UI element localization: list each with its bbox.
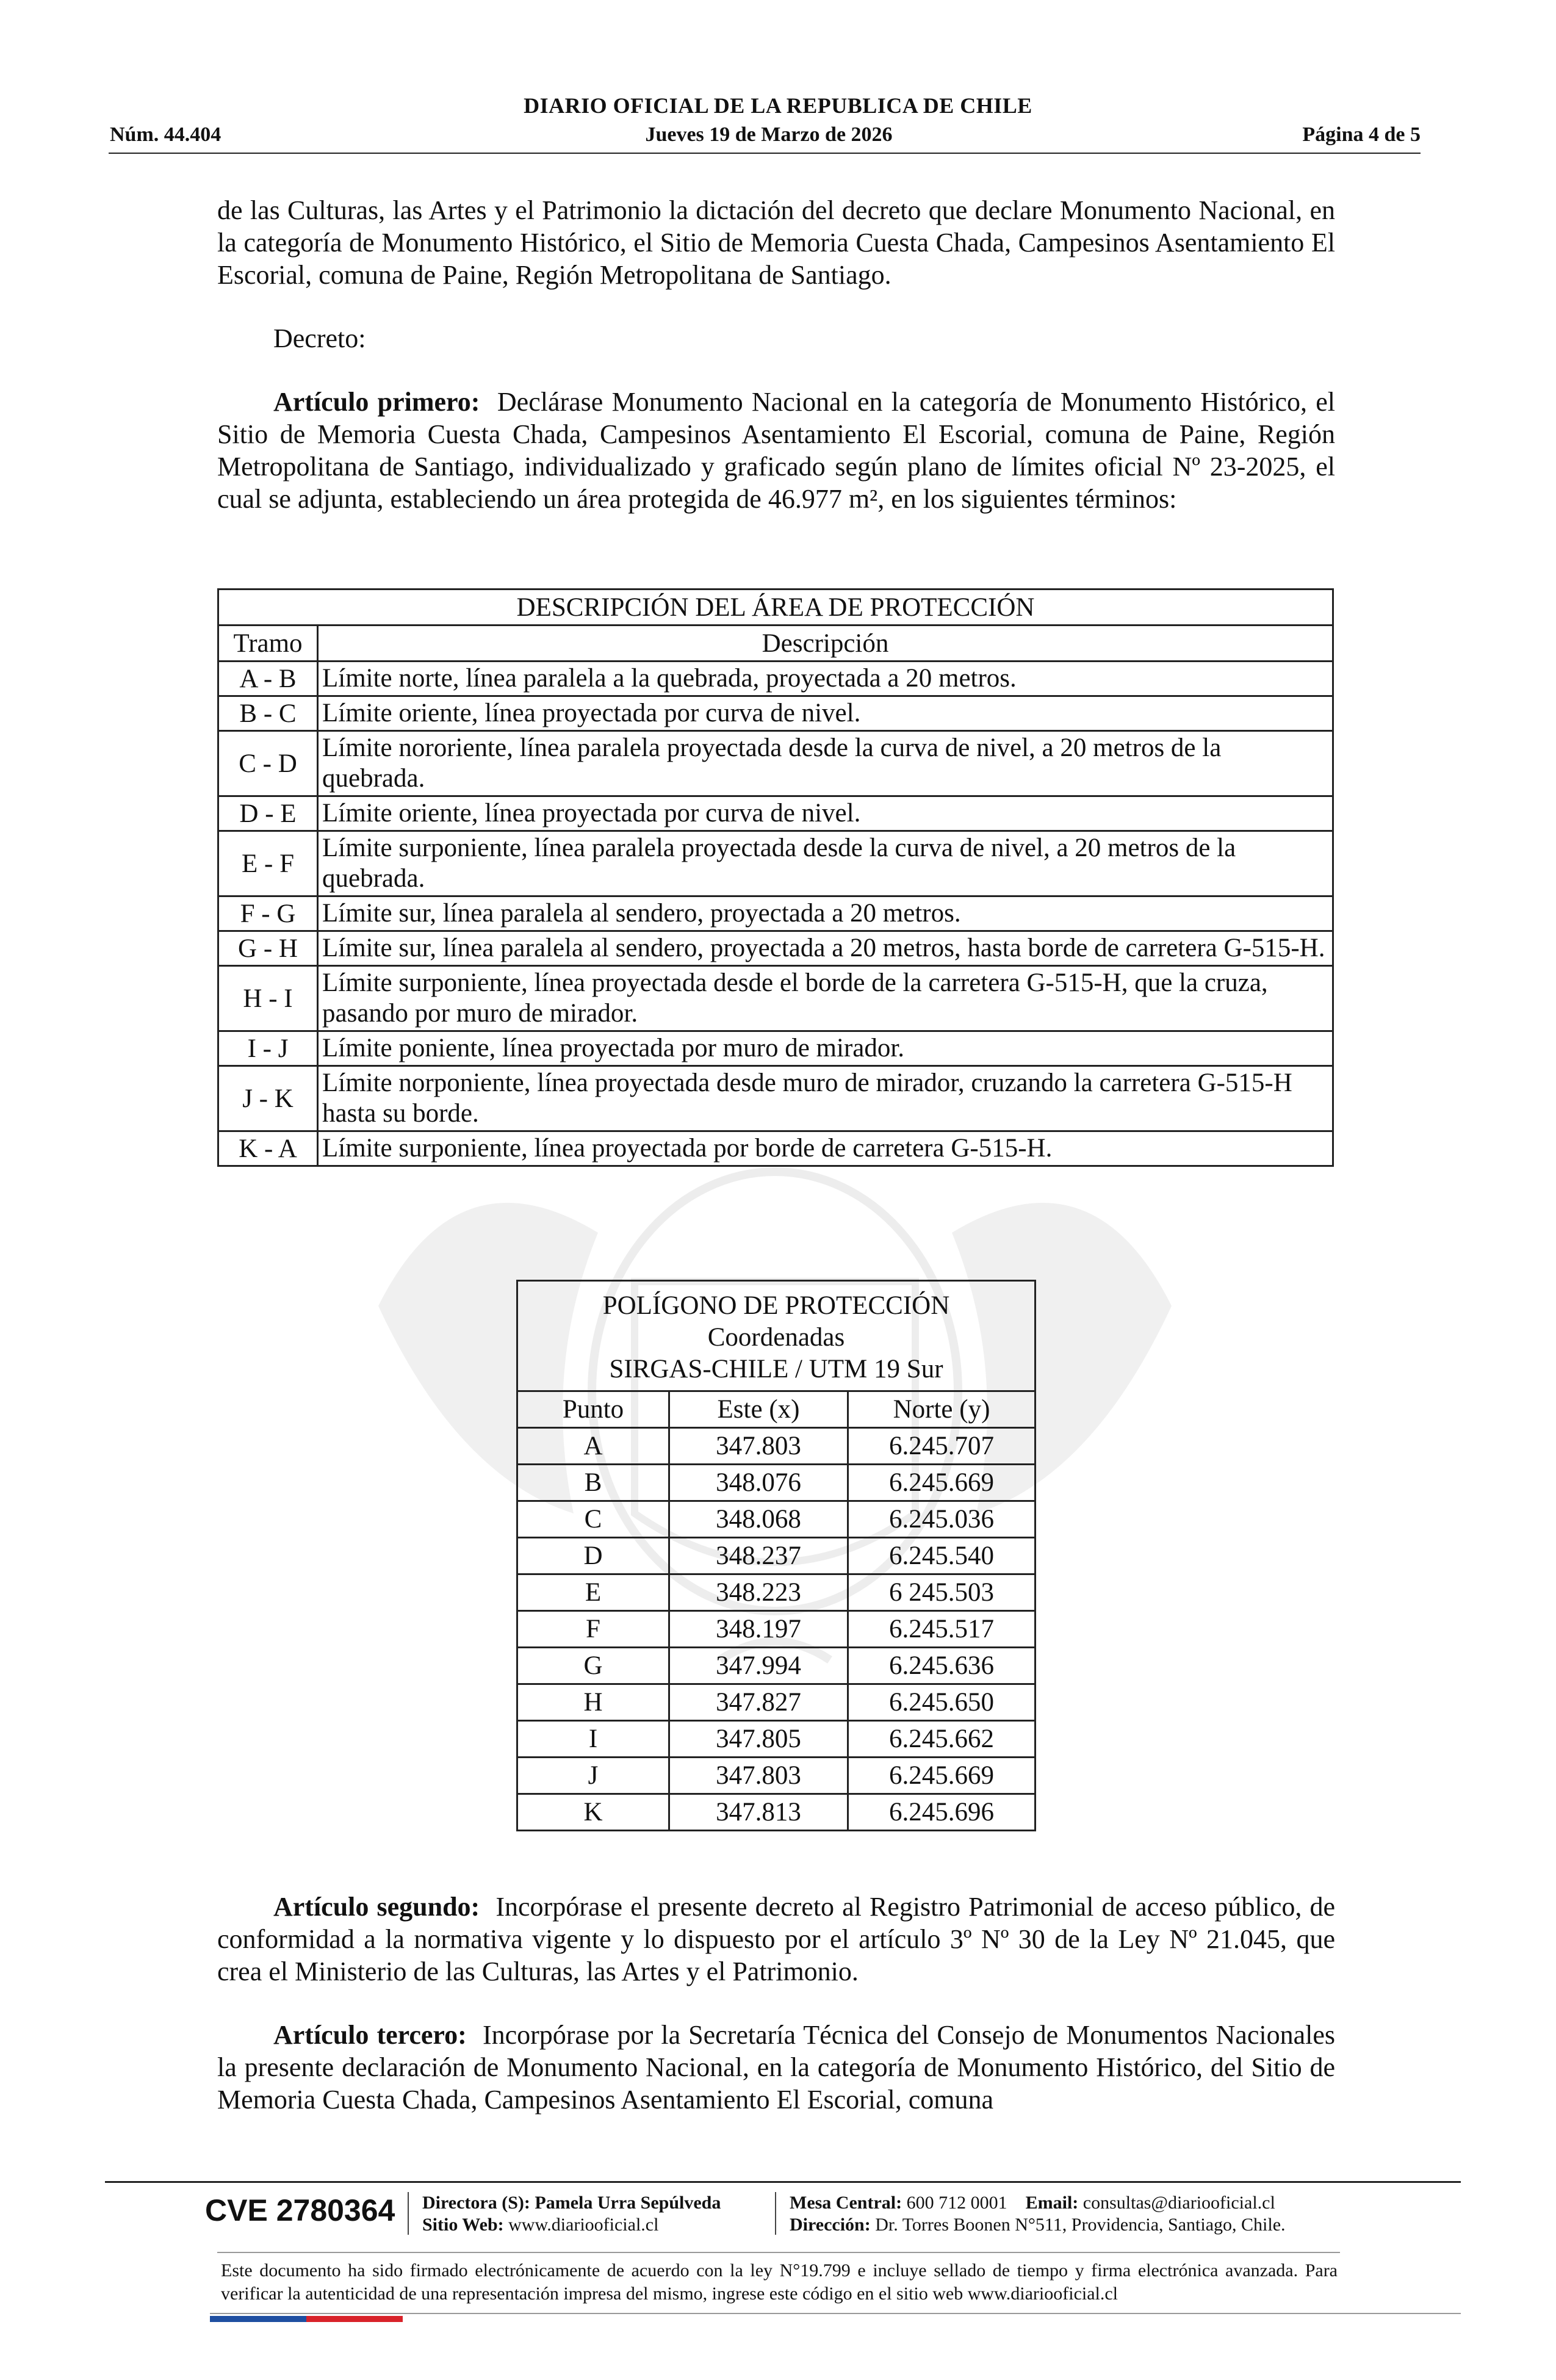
punto-cell: B bbox=[517, 1465, 669, 1501]
description-cell: Límite surponiente, línea paralela proyectada desde la curva de nivel, a 20 metros de la quebrada. bbox=[318, 831, 1333, 896]
article-3-text: Incorpórase por la Secretaría Técnica del Consejo de Monumentos Nacionales la presente declaración de Monumento Nacional, en la categoría de Monumento Histórico, del Sitio de Memoria Cuesta Chada, Campesinos Asentamiento El Escorial, comuna bbox=[217, 2020, 1335, 2115]
este-cell: 347.813 bbox=[669, 1794, 848, 1831]
article-1-label: Artículo primero: bbox=[273, 387, 480, 417]
description-cell: Límite surponiente, línea proyectada por borde de carretera G-515-H. bbox=[318, 1131, 1333, 1166]
coordinate-row bbox=[517, 1684, 1036, 1721]
area-table-row bbox=[218, 1031, 1333, 1066]
tramo-cell: C - D bbox=[218, 731, 318, 796]
email-link[interactable]: consultas@diariooficial.cl bbox=[1082, 2193, 1275, 2213]
coordinate-row bbox=[517, 1501, 1036, 1538]
norte-cell: 6.245.636 bbox=[848, 1648, 1036, 1684]
decreto-label: Decreto: bbox=[273, 323, 366, 353]
norte-cell: 6.245.696 bbox=[848, 1794, 1036, 1831]
description-cell: Límite surponiente, línea proyectada desde el borde de la carretera G-515-H, que la cruza, pasando por muro de mirador. bbox=[318, 966, 1333, 1031]
article-2-paragraph bbox=[217, 1891, 1335, 1988]
coordinate-row bbox=[517, 1428, 1036, 1465]
col-header-descripcion: Descripción bbox=[318, 626, 1333, 662]
coordinate-row bbox=[517, 1574, 1036, 1611]
area-table-row bbox=[218, 896, 1333, 931]
norte-cell: 6.245.540 bbox=[848, 1538, 1036, 1574]
area-table-row bbox=[218, 931, 1333, 966]
punto-cell: I bbox=[517, 1721, 669, 1758]
article-1-text: Declárase Monumento Nacional en la categoría de Monumento Histórico, el Sitio de Memoria Cuesta Chada, Campesinos Asentamiento El Escorial, comuna de Paine, Región Metropolitana de Santiago, individualizado y graficado según plano de límites oficial Nº 23-2025, el cual se adjunta, estableciendo un área protegida de 46.977 m², en los siguientes términos: bbox=[217, 387, 1335, 514]
punto-cell: G bbox=[517, 1648, 669, 1684]
article-2-text: Incorpórase el presente decreto al Registro Patrimonial de acceso público, de conformidad a la normativa vigente y lo dispuesto por el artículo 3º Nº 30 de la Ley Nº 21.045, que crea el Ministerio de las Culturas, las Artes y el Patrimonio. bbox=[217, 1892, 1336, 1986]
este-cell: 348.068 bbox=[669, 1501, 848, 1538]
mesa-label: Mesa Central: bbox=[790, 2193, 902, 2213]
col-header-punto: Punto bbox=[517, 1391, 669, 1428]
punto-cell: F bbox=[517, 1611, 669, 1648]
col-header-norte: Norte (y) bbox=[848, 1391, 1036, 1428]
col-header-este: Este (x) bbox=[669, 1391, 848, 1428]
este-cell: 348.223 bbox=[669, 1574, 848, 1611]
este-cell: 348.237 bbox=[669, 1538, 848, 1574]
col-header-tramo: Tramo bbox=[218, 626, 318, 662]
area-table-row bbox=[218, 662, 1333, 696]
este-cell: 348.076 bbox=[669, 1465, 848, 1501]
caption-line-1: POLÍGONO DE PROTECCIÓN bbox=[602, 1291, 950, 1320]
area-table-row bbox=[218, 966, 1333, 1031]
coordinate-row bbox=[517, 1648, 1036, 1684]
area-table-row bbox=[218, 731, 1333, 796]
description-cell: Límite sur, línea paralela al sendero, proyectada a 20 metros, hasta borde de carretera G-515-H. bbox=[318, 931, 1333, 966]
coordinates-table-caption bbox=[517, 1281, 1036, 1391]
norte-cell: 6.245.669 bbox=[848, 1465, 1036, 1501]
footer-separator bbox=[775, 2192, 776, 2235]
punto-cell: J bbox=[517, 1758, 669, 1794]
norte-cell: 6.245.707 bbox=[848, 1428, 1036, 1465]
coordinate-row bbox=[517, 1758, 1036, 1794]
coordinates-table bbox=[516, 1280, 1036, 1831]
directora-name: Pamela Urra Sepúlveda bbox=[535, 2193, 721, 2213]
este-cell: 347.803 bbox=[669, 1758, 848, 1794]
header-divider bbox=[109, 153, 1421, 154]
description-cell: Límite norponiente, línea proyectada desde muro de mirador, cruzando la carretera G-515-H hasta su borde. bbox=[318, 1066, 1333, 1131]
description-cell: Límite oriente, línea proyectada por curva de nivel. bbox=[318, 696, 1333, 731]
email-label: Email: bbox=[1025, 2193, 1079, 2213]
tramo-cell: E - F bbox=[218, 831, 318, 896]
area-table-row bbox=[218, 696, 1333, 731]
coordinate-row bbox=[517, 1611, 1036, 1648]
punto-cell: E bbox=[517, 1574, 669, 1611]
description-cell: Límite oriente, línea proyectada por curva de nivel. bbox=[318, 796, 1333, 831]
tramo-cell: G - H bbox=[218, 931, 318, 966]
page-indicator: Página 4 de 5 bbox=[1302, 123, 1421, 146]
tramo-cell: H - I bbox=[218, 966, 318, 1031]
tramo-cell: F - G bbox=[218, 896, 318, 931]
area-table-row bbox=[218, 1066, 1333, 1131]
punto-cell: K bbox=[517, 1794, 669, 1831]
footer-divider bbox=[105, 2181, 1461, 2183]
article-3-paragraph bbox=[217, 2019, 1335, 2116]
issue-number: Núm. 44.404 bbox=[110, 123, 222, 146]
tramo-cell: K - A bbox=[218, 1131, 318, 1166]
coordinate-row bbox=[517, 1538, 1036, 1574]
norte-cell: 6.245.669 bbox=[848, 1758, 1036, 1794]
norte-cell: 6.245.662 bbox=[848, 1721, 1036, 1758]
tramo-cell: J - K bbox=[218, 1066, 318, 1131]
este-cell: 347.803 bbox=[669, 1428, 848, 1465]
punto-cell: D bbox=[517, 1538, 669, 1574]
flag-stripe-red bbox=[306, 2316, 403, 2322]
footer-separator bbox=[408, 2192, 409, 2235]
description-cell: Límite sur, línea paralela al sendero, proyectada a 20 metros. bbox=[318, 896, 1333, 931]
flag-stripe-blue bbox=[210, 2316, 306, 2322]
article-1-paragraph bbox=[217, 386, 1335, 515]
tramo-cell: D - E bbox=[218, 796, 318, 831]
description-cell: Límite norte, línea paralela a la quebrada, proyectada a 20 metros. bbox=[318, 662, 1333, 696]
punto-cell: A bbox=[517, 1428, 669, 1465]
direccion-value: Dr. Torres Boonen N°511, Providencia, Santiago, Chile. bbox=[875, 2215, 1286, 2235]
tramo-cell: A - B bbox=[218, 662, 318, 696]
direccion-label: Dirección: bbox=[790, 2215, 871, 2235]
footer-directora-block bbox=[422, 2192, 721, 2236]
footer-bottom-divider bbox=[210, 2313, 1461, 2314]
footer-inner-divider bbox=[217, 2252, 1340, 2253]
norte-cell: 6.245.517 bbox=[848, 1611, 1036, 1648]
este-cell: 348.197 bbox=[669, 1611, 848, 1648]
tramo-cell: B - C bbox=[218, 696, 318, 731]
caption-line-3: SIRGAS-CHILE / UTM 19 Sur bbox=[609, 1355, 943, 1383]
newspaper-title: DIARIO OFICIAL DE LA REPUBLICA DE CHILE bbox=[524, 93, 1032, 118]
directora-label: Directora (S): bbox=[422, 2193, 530, 2213]
coordinate-row bbox=[517, 1794, 1036, 1831]
este-cell: 347.827 bbox=[669, 1684, 848, 1721]
area-table-row bbox=[218, 1131, 1333, 1166]
protection-area-table-caption: DESCRIPCIÓN DEL ÁREA DE PROTECCIÓN bbox=[218, 590, 1333, 626]
article-2-label: Artículo segundo: bbox=[273, 1892, 480, 1922]
punto-cell: C bbox=[517, 1501, 669, 1538]
este-cell: 347.805 bbox=[669, 1721, 848, 1758]
este-cell: 347.994 bbox=[669, 1648, 848, 1684]
tramo-cell: I - J bbox=[218, 1031, 318, 1066]
cve-code: CVE 2780364 bbox=[205, 2193, 395, 2227]
sitio-label: Sitio Web: bbox=[422, 2215, 504, 2235]
footer-contact-block bbox=[790, 2192, 1286, 2236]
mesa-value: 600 712 0001 bbox=[906, 2193, 1007, 2213]
decreto-heading bbox=[217, 322, 1335, 355]
description-cell: Límite nororiente, línea paralela proyectada desde la curva de nivel, a 20 metros de la quebrada. bbox=[318, 731, 1333, 796]
sitio-link[interactable]: www.diariooficial.cl bbox=[508, 2215, 659, 2235]
norte-cell: 6.245.650 bbox=[848, 1684, 1036, 1721]
description-cell: Límite poniente, línea proyectada por muro de mirador. bbox=[318, 1031, 1333, 1066]
coordinate-row bbox=[517, 1465, 1036, 1501]
area-table-row bbox=[218, 796, 1333, 831]
punto-cell: H bbox=[517, 1684, 669, 1721]
issue-date: Jueves 19 de Marzo de 2026 bbox=[645, 123, 893, 146]
norte-cell: 6.245.036 bbox=[848, 1501, 1036, 1538]
norte-cell: 6 245.503 bbox=[848, 1574, 1036, 1611]
caption-line-2: Coordenadas bbox=[707, 1323, 845, 1352]
coordinate-row bbox=[517, 1721, 1036, 1758]
area-table-row bbox=[218, 831, 1333, 896]
signature-note: Este documento ha sido firmado electrónicamente de acuerdo con la ley N°19.799 e incluye sellado de tiempo y firma electrónica avanzada. Para verificar la autenticidad de una representación impresa del mismo, ingrese este código en el sitio web www.diariooficial.cl bbox=[221, 2260, 1338, 2304]
protection-area-table bbox=[217, 588, 1334, 1167]
intro-paragraph: de las Culturas, las Artes y el Patrimonio la dictación del decreto que declare Monumento Nacional, en la categoría de Monumento Histórico, el Sitio de Memoria Cuesta Chada, Campesinos Asentamiento El Escorial, comuna de Paine, Región Metropolitana de Santiago. bbox=[217, 195, 1335, 290]
article-3-label: Artículo tercero: bbox=[273, 2020, 467, 2050]
